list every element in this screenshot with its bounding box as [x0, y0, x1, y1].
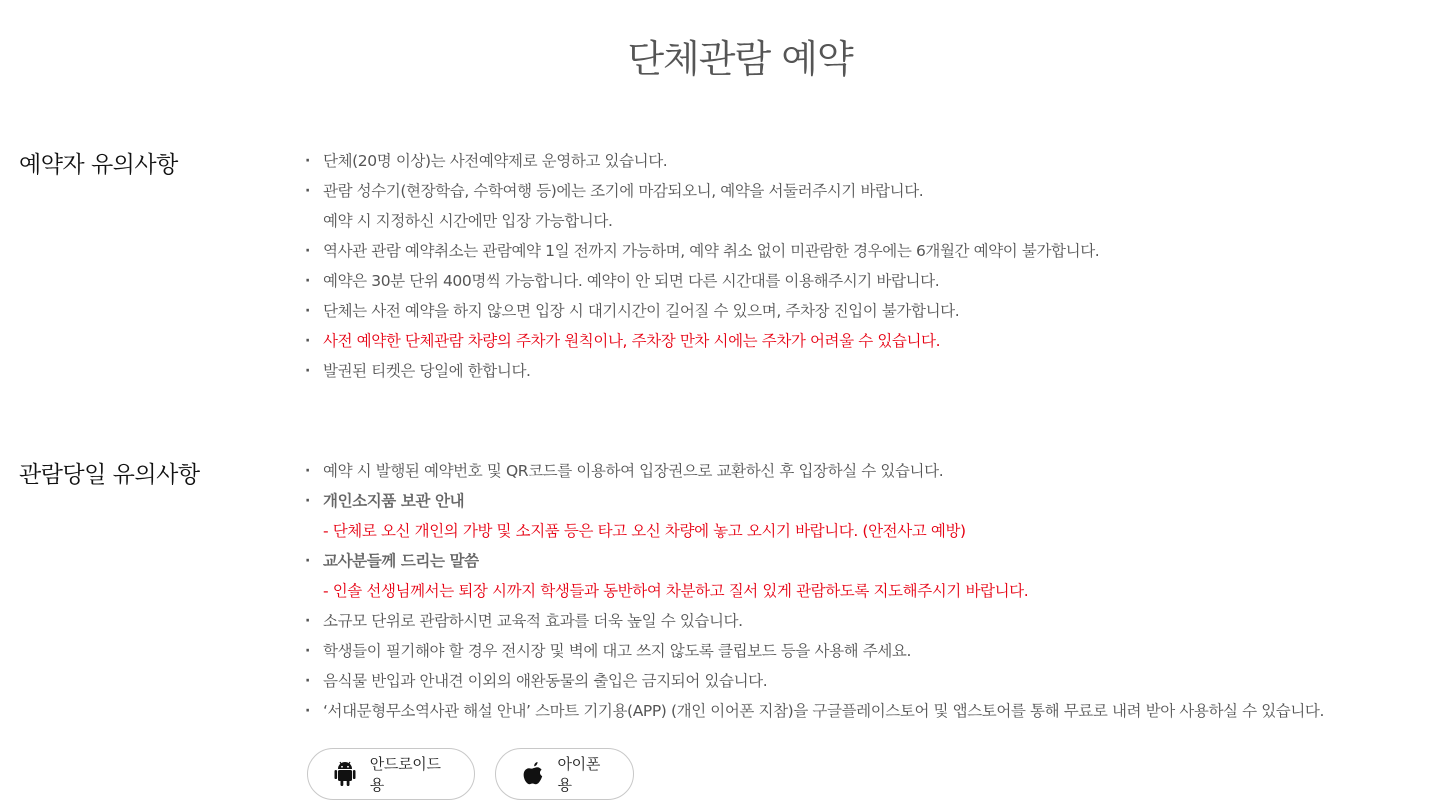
iphone-app-button[interactable]: [495, 748, 634, 800]
section-title-reservation-notes: 예약자 유의사항: [19, 152, 178, 178]
list-item-text: ‘서대문형무소역사관 해설 안내’ 스마트 기기용(APP) (개인 이어폰 지참)을 구글플레이스토어 및 앱스토어를 통해 무료로 내려 받아 사용하실 수 있습니다.: [323, 702, 1325, 720]
page-title: 단체관람 예약: [627, 37, 853, 81]
list-item-text: 예약은 30분 단위 400명씩 가능합니다. 예약이 안 되면 다른 시간대를 이용해주시기 바랍니다.: [323, 272, 940, 290]
bullet-icon: ·: [305, 463, 310, 479]
bullet-icon: ·: [305, 613, 310, 629]
list-item-text: 개인소지품 보관 안내: [323, 492, 465, 510]
bullet-icon: ·: [305, 703, 310, 719]
bullet-icon: ·: [305, 553, 310, 569]
android-icon: [332, 760, 358, 788]
list-item-text: 역사관 관람 예약취소는 관람예약 1일 전까지 가능하며, 예약 취소 없이 미관람한 경우에는 6개월간 예약이 불가합니다.: [323, 242, 1100, 260]
bullet-icon: ·: [305, 153, 310, 169]
apple-icon: [520, 760, 545, 788]
bullet-icon: ·: [305, 673, 310, 689]
list-item-text: 소규모 단위로 관람하시면 교육적 효과를 더욱 높일 수 있습니다.: [323, 612, 743, 630]
bullet-icon: ·: [305, 243, 310, 259]
list-item-text: 단체(20명 이상)는 사전예약제로 운영하고 있습니다.: [323, 152, 668, 170]
list-item-text: 음식물 반입과 안내견 이외의 애완동물의 출입은 금지되어 있습니다.: [323, 672, 768, 690]
list-item-text: - 단체로 오신 개인의 가방 및 소지품 등은 타고 오신 차량에 놓고 오시기 바랍니다. (안전사고 예방): [323, 522, 966, 540]
list-item-text: 단체는 사전 예약을 하지 않으면 입장 시 대기시간이 길어질 수 있으며, 주차장 진입이 불가합니다.: [323, 302, 960, 320]
list-item-text: 교사분들께 드리는 말씀: [323, 552, 479, 570]
bullet-icon: ·: [305, 333, 310, 349]
list-item-text: 예약 시 지정하신 시간에만 입장 가능합니다.: [323, 212, 613, 230]
bullet-icon: ·: [305, 643, 310, 659]
list-item-text: - 인솔 선생님께서는 퇴장 시까지 학생들과 동반하여 차분하고 질서 있게 관람하도록 지도해주시기 바랍니다.: [323, 582, 1029, 600]
list-item-text: 학생들이 필기해야 할 경우 전시장 및 벽에 대고 쓰지 않도록 클립보드 등을 사용해 주세요.: [323, 642, 912, 660]
list-item-text: 관람 성수기(현장학습, 수학여행 등)에는 조기에 마감되오니, 예약을 서둘러주시기 바랍니다.: [323, 182, 924, 200]
iphone-app-label: 아이폰용: [557, 755, 601, 794]
bullet-icon: ·: [305, 303, 310, 319]
list-item-text: 사전 예약한 단체관람 차량의 주차가 원칙이나, 주차장 만차 시에는 주차가 어려울 수 있습니다.: [323, 332, 941, 350]
android-app-label: 안드로이드용: [369, 755, 441, 794]
bullet-icon: ·: [305, 273, 310, 289]
bullet-icon: ·: [305, 493, 310, 509]
android-app-button[interactable]: [307, 748, 475, 800]
section-title-visit-day-notes: 관람당일 유의사항: [19, 462, 200, 488]
list-item-text: 발권된 티켓은 당일에 한합니다.: [323, 362, 531, 380]
bullet-icon: ·: [305, 183, 310, 199]
app-download-buttons: [307, 748, 634, 800]
list-item-text: 예약 시 발행된 예약번호 및 QR코드를 이용하여 입장권으로 교환하신 후 입장하실 수 있습니다.: [323, 462, 944, 480]
bullet-icon: ·: [305, 363, 310, 379]
